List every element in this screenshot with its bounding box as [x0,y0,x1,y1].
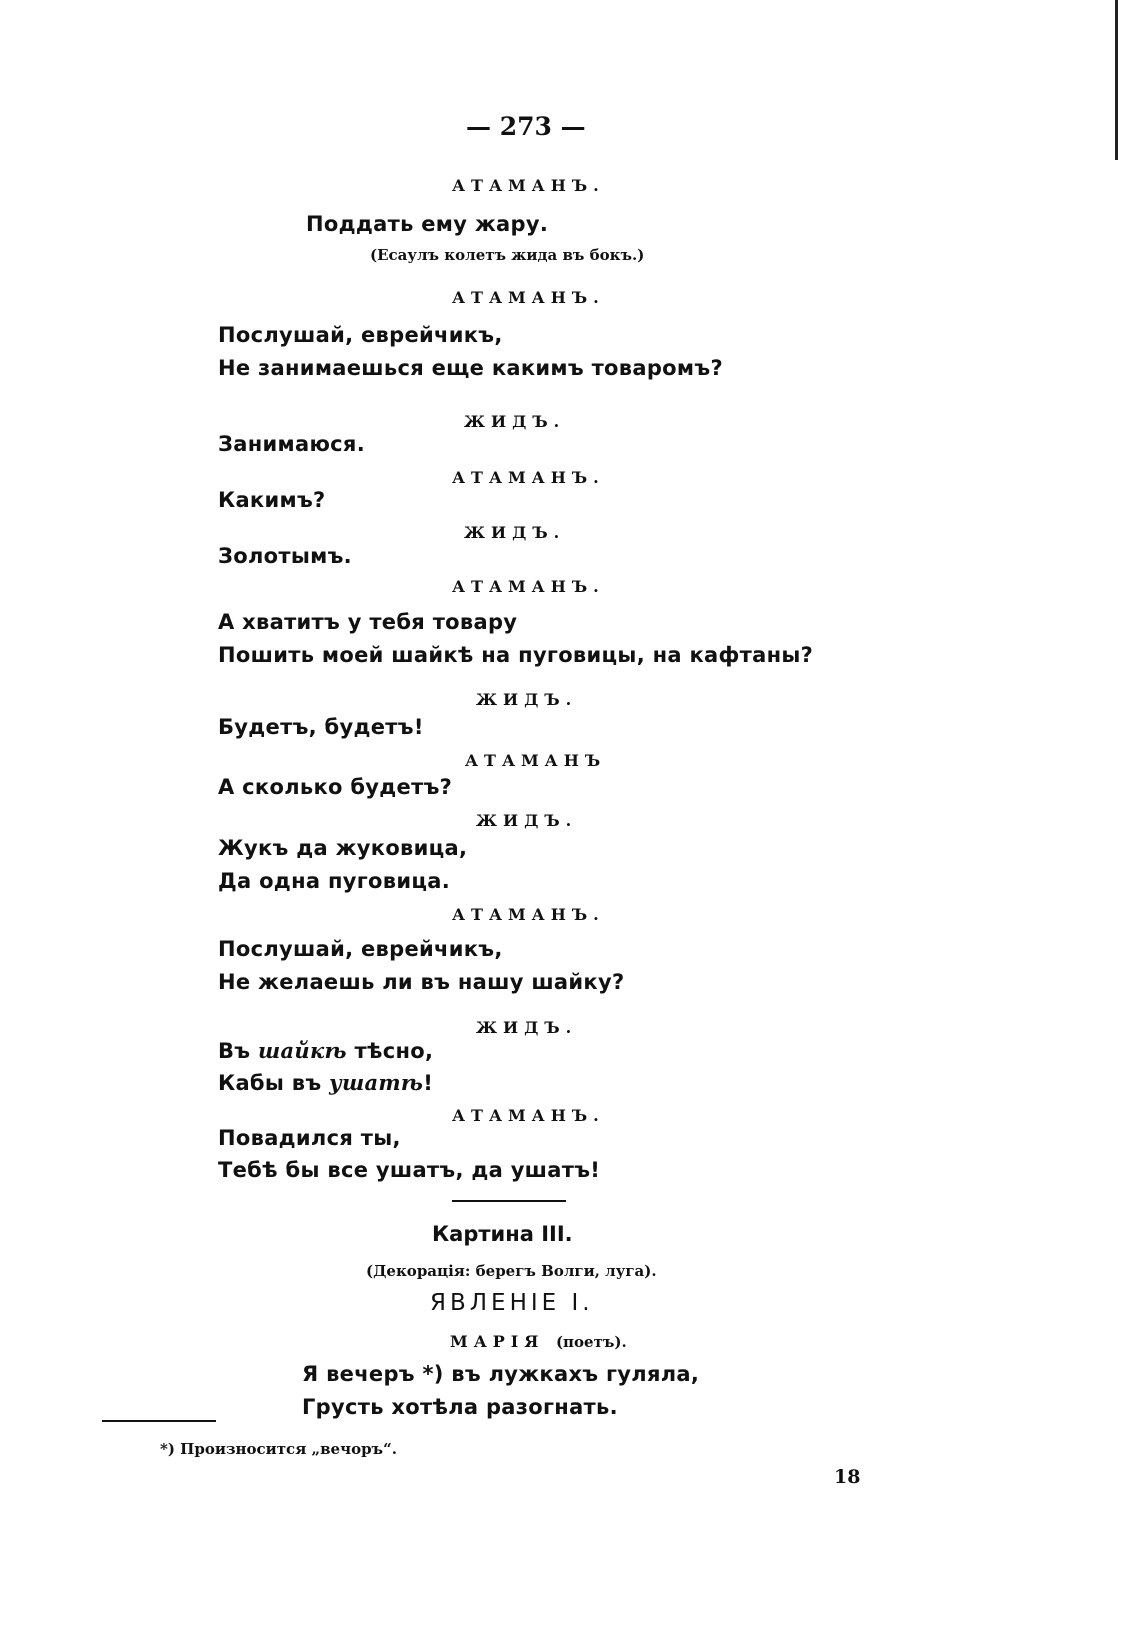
text-run: тѣсно, [346,1039,434,1063]
italic-text: ушатѣ [329,1070,424,1095]
dialogue-line [218,1038,433,1063]
speaker-name: АТАМАНЪ. [452,1106,605,1125]
text-run: Въ [218,1039,258,1063]
speaker-note: (поетъ). [555,1333,627,1351]
dialogue-line: Повадился ты, [218,1126,401,1150]
dialogue-line: Жукъ да жуковица, [218,836,468,860]
footnote-divider [102,1420,216,1422]
dialogue-line: А хватитъ у тебя товару [218,610,518,634]
speaker-name: АТАМАНЪ. [452,468,605,487]
dialogue-line [218,1070,433,1095]
italic-text: шайкѣ [258,1038,347,1063]
speaker-name: АТАМАНЪ. [452,288,605,307]
speaker-name: ЖИДЪ. [464,523,566,542]
dialogue-line: Пошить моей шайкѣ на пуговицы, на кафтаны? [218,643,814,667]
speaker-name: АТАМАНЪ. [452,176,605,195]
dialogue-line: Будетъ, будетъ! [218,715,424,739]
dialogue-line: Послушай, еврейчикъ, [218,937,503,961]
section-divider [452,1200,566,1202]
speaker-name: АТАМАНЪ. [452,577,605,596]
speaker-name: АТАМАНЪ. [452,905,605,924]
signature-mark: 18 [834,1466,861,1488]
page-number: — 273 — [466,112,586,141]
speaker-label: МАРІЯ [450,1332,545,1351]
dialogue-line: Какимъ? [218,488,326,512]
speaker-name: АТАМАНЪ [465,751,607,770]
dialogue-line: А сколько будетъ? [218,775,453,799]
stage-direction: (Есаулъ колетъ жида въ бокъ.) [370,246,645,264]
dialogue-line: Да одна пуговица. [218,869,450,893]
dialogue-line: Не желаешь ли въ нашу шайку? [218,970,625,994]
text-run: Кабы въ [218,1071,330,1095]
dialogue-line: Не занимаешься еще какимъ товаромъ? [218,356,723,380]
dialogue-line: Золотымъ. [218,544,352,568]
speaker-name: ЖИДЪ. [476,690,578,709]
song-line: Я вечеръ *) въ лужкахъ гуляла, [302,1362,700,1386]
dialogue-line: Поддать ему жару. [306,212,549,236]
text-run: ! [423,1071,434,1095]
song-line: Грусть хотѣла разогнать. [302,1395,618,1419]
dialogue-line: Послушай, еврейчикъ, [218,323,503,347]
speaker-name: ЖИДЪ. [476,1018,578,1037]
speaker-name: ЖИДЪ. [476,811,578,830]
scene-title: Картина III. [432,1222,573,1246]
scene-decoration: (Декорація: берегъ Волги, луга). [366,1262,657,1280]
footnote: *) Произносится „вечоръ“. [160,1440,397,1458]
dialogue-line: Занимаюся. [218,432,365,456]
appearance-heading: ЯВЛЕНІЕ I. [430,1290,594,1316]
speaker-name: ЖИДЪ. [464,412,566,431]
page-edge-shadow [1115,0,1118,160]
speaker-name [450,1332,627,1351]
dialogue-line: Тебѣ бы все ушатъ, да ушатъ! [218,1158,601,1182]
